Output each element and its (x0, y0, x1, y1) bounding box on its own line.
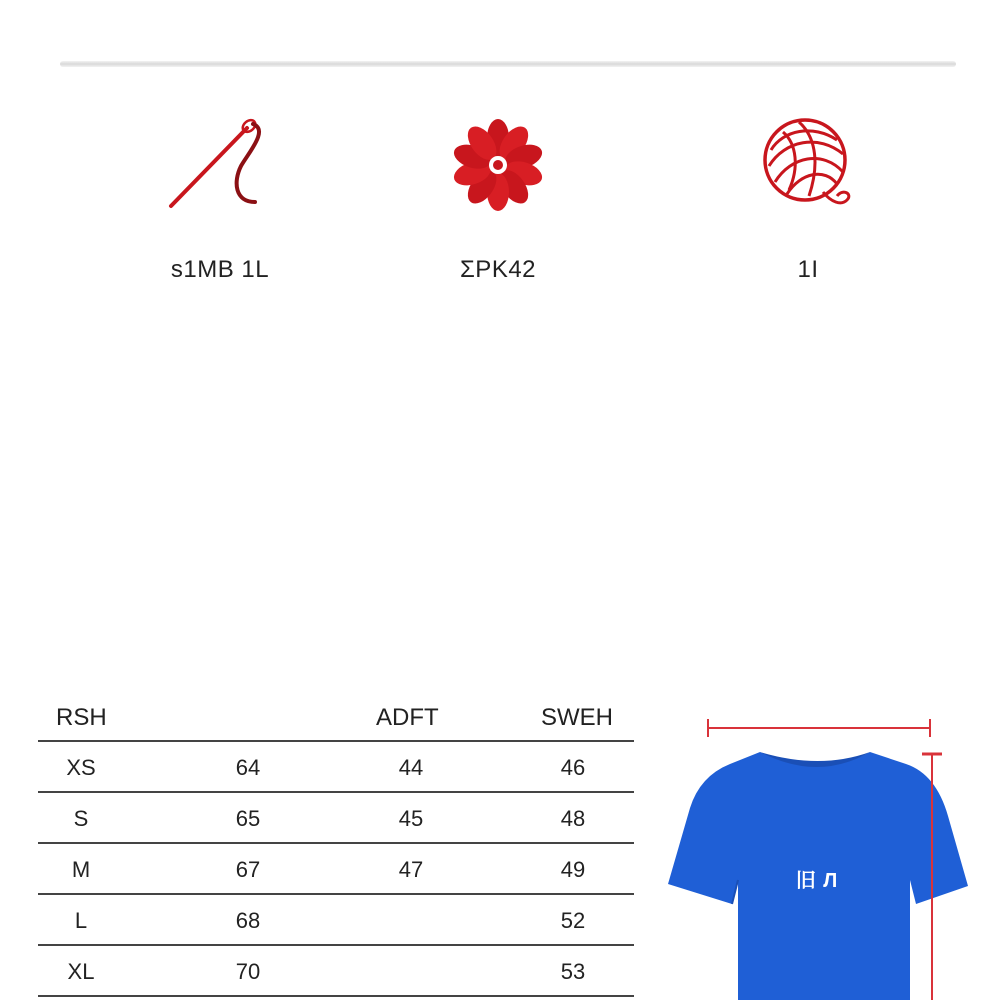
tshirt-print-label: 旧 Л (795, 870, 839, 892)
value-cell: 64 (235, 755, 261, 780)
feature-label: 1Ι (797, 256, 819, 283)
feature-label: ΣPK42 (459, 256, 537, 283)
flower-icon (443, 110, 553, 220)
value-cell: 70 (235, 959, 261, 984)
size-cell: M (71, 857, 91, 882)
value-cell: 49 (560, 857, 586, 882)
table-row (38, 793, 634, 844)
header-col-4: SWEH (541, 704, 613, 731)
needle-thread-icon (165, 110, 275, 220)
top-divider (60, 61, 956, 67)
size-cell: L (74, 908, 88, 933)
header-col-3: ADFT (376, 704, 439, 731)
feature-yarn (688, 110, 928, 300)
value-cell: 52 (560, 908, 586, 933)
value-cell: 68 (235, 908, 261, 933)
table-row (38, 742, 634, 793)
value-cell: 44 (398, 755, 424, 780)
feature-needle (100, 110, 340, 300)
size-table (38, 696, 634, 997)
value-cell: 46 (560, 755, 586, 780)
header-size: RSH (56, 704, 107, 731)
value-cell: 65 (235, 806, 261, 831)
table-row (38, 946, 634, 997)
flower-center-dot (493, 160, 503, 170)
size-cell: XS (66, 755, 96, 780)
yarn-ball-icon (753, 110, 863, 220)
width-measure-line (708, 719, 930, 737)
value-cell: 53 (560, 959, 586, 984)
tshirt-diagram (660, 712, 1000, 1000)
value-cell: 48 (560, 806, 586, 831)
feature-label: s1ΜB 1L (170, 256, 270, 283)
table-row (38, 895, 634, 946)
table-header (38, 696, 634, 742)
value-cell: 47 (398, 857, 424, 882)
table-row (38, 844, 634, 895)
value-cell: 45 (398, 806, 424, 831)
value-cell: 67 (235, 857, 261, 882)
size-cell: XL (67, 959, 95, 984)
size-cell: S (73, 806, 89, 831)
feature-flower (378, 110, 618, 300)
